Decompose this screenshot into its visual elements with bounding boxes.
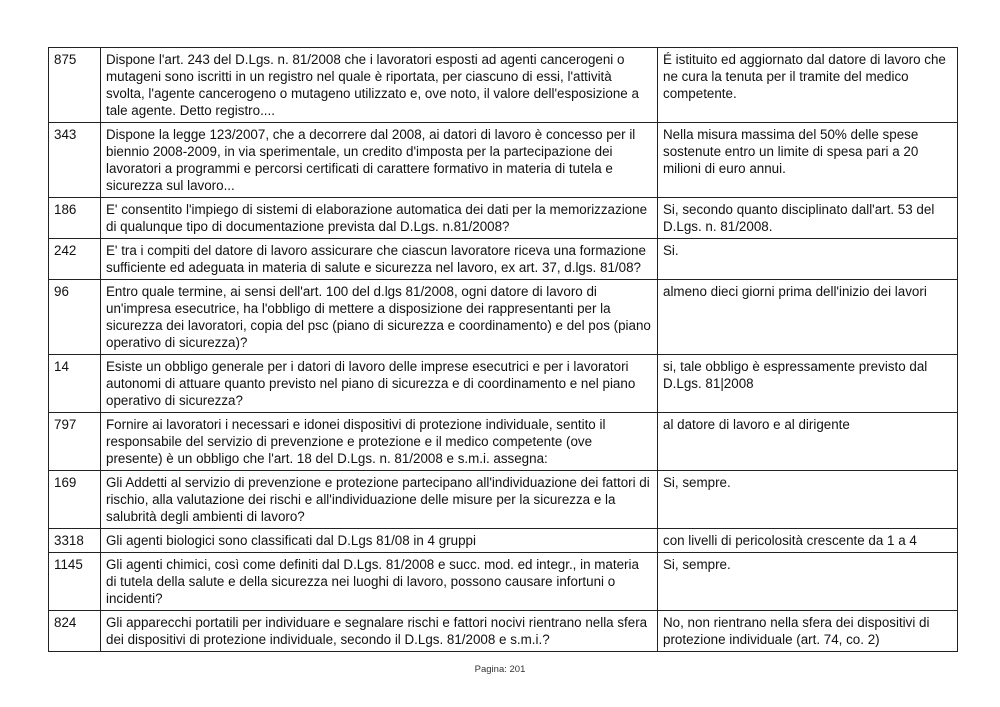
table-row xyxy=(49,413,958,471)
question-id: 186 xyxy=(49,198,101,239)
table-row xyxy=(49,239,958,280)
answer-text: Si, sempre. xyxy=(658,553,958,611)
question-id: 96 xyxy=(49,280,101,355)
question-text: E' consentito l'impiego di sistemi di elaborazione automatica dei dati per la memorizzazione di qualunque tipo di documentazione prevista dal D.Lgs. n.81/2008? xyxy=(101,198,658,239)
answer-text: Si. xyxy=(658,239,958,280)
question-text: Esiste un obbligo generale per i datori di lavoro delle imprese esecutrici e per i lavoratori autonomi di attuare quanto previsto nel piano di sicurezza e di coordinamento e nel piano operativo di sicurezza? xyxy=(101,355,658,413)
answer-text: Si, secondo quanto disciplinato dall'art. 53 del D.Lgs. n. 81/2008. xyxy=(658,198,958,239)
question-text: Fornire ai lavoratori i necessari e idonei dispositivi di protezione individuale, sentito il responsabile del servizio di prevenzione e protezione e il medico competente (ove presente) è un obbligo che l'art. 18 del D.Lgs. n. 81/2008 e s.m.i. assegna: xyxy=(101,413,658,471)
question-id: 797 xyxy=(49,413,101,471)
answer-text: con livelli di pericolosità crescente da 1 a 4 xyxy=(658,529,958,553)
page-number: Pagina: 201 xyxy=(474,664,526,675)
answer-text: É istituito ed aggiornato dal datore di lavoro che ne cura la tenuta per il tramite del medico competente. xyxy=(658,48,958,123)
table-row xyxy=(49,280,958,355)
table-row xyxy=(49,611,958,652)
table-row xyxy=(49,198,958,239)
table-row xyxy=(49,48,958,123)
answer-text: al datore di lavoro e al dirigente xyxy=(658,413,958,471)
question-text: Dispone la legge 123/2007, che a decorrere dal 2008, ai datori di lavoro è concesso per il biennio 2008-2009, in via sperimentale, un credito d'imposta per la partecipazione dei lavoratori a programmi e percorsi certificati di carattere formativo in materia di tutela e sicurezza sul lavoro... xyxy=(101,123,658,198)
answer-text: almeno dieci giorni prima dell'inizio dei lavori xyxy=(658,280,958,355)
table-row xyxy=(49,553,958,611)
question-text: Gli Addetti al servizio di prevenzione e protezione partecipano all'individuazione dei fattori di rischio, alla valutazione dei rischi e all'individuazione delle misure per la sicurezza e la salubrità degli ambienti di lavoro? xyxy=(101,471,658,529)
table-row xyxy=(49,123,958,198)
table-row xyxy=(49,471,958,529)
answer-text: Nella misura massima del 50% delle spese sostenute entro un limite di spesa pari a 20 milioni di euro annui. xyxy=(658,123,958,198)
question-id: 1145 xyxy=(49,553,101,611)
question-id: 242 xyxy=(49,239,101,280)
question-id: 875 xyxy=(49,48,101,123)
question-text: Dispone l'art. 243 del D.Lgs. n. 81/2008 che i lavoratori esposti ad agenti cancerogeni o mutageni sono iscritti in un registro nel quale è riportata, per ciascuno di essi, l'attività svolta, l'agente cancerogeno o mutageno utilizzato e, ove noto, il valore dell'esposizione a tale agente. Detto registro.... xyxy=(101,48,658,123)
answer-text: Si, sempre. xyxy=(658,471,958,529)
question-text: Entro quale termine, ai sensi dell'art. 100 del d.lgs 81/2008, ogni datore di lavoro di un'impresa esecutrice, ha l'obbligo di mettere a disposizione dei rappresentanti per la sicurezza dei lavoratori, copia del psc (piano di sicurezza e coordinamento) e del pos (piano operativo di sicurezza)? xyxy=(101,280,658,355)
question-id: 169 xyxy=(49,471,101,529)
question-text: Gli agenti biologici sono classificati dal D.Lgs 81/08 in 4 gruppi xyxy=(101,529,658,553)
question-id: 3318 xyxy=(49,529,101,553)
questions-table xyxy=(48,47,958,652)
question-id: 14 xyxy=(49,355,101,413)
question-text: E' tra i compiti del datore di lavoro assicurare che ciascun lavoratore riceva una formazione sufficiente ed adeguata in materia di salute e sicurezza nel lavoro, ex art. 37, d.lgs. 81/08? xyxy=(101,239,658,280)
table-row xyxy=(49,355,958,413)
answer-text: si, tale obbligo è espressamente previsto dal D.Lgs. 81|2008 xyxy=(658,355,958,413)
question-id: 824 xyxy=(49,611,101,652)
table-row xyxy=(49,529,958,553)
answer-text: No, non rientrano nella sfera dei dispositivi di protezione individuale (art. 74, co. 2) xyxy=(658,611,958,652)
question-id: 343 xyxy=(49,123,101,198)
question-text: Gli apparecchi portatili per individuare e segnalare rischi e fattori nocivi rientrano nella sfera dei dispositivi di protezione individuale, secondo il D.Lgs. 81/2008 e s.m.i.? xyxy=(101,611,658,652)
question-text: Gli agenti chimici, così come definiti dal D.Lgs. 81/2008 e succ. mod. ed integr., in materia di tutela della salute e della sicurezza nei luoghi di lavoro, possono causare infortuni o incidenti? xyxy=(101,553,658,611)
